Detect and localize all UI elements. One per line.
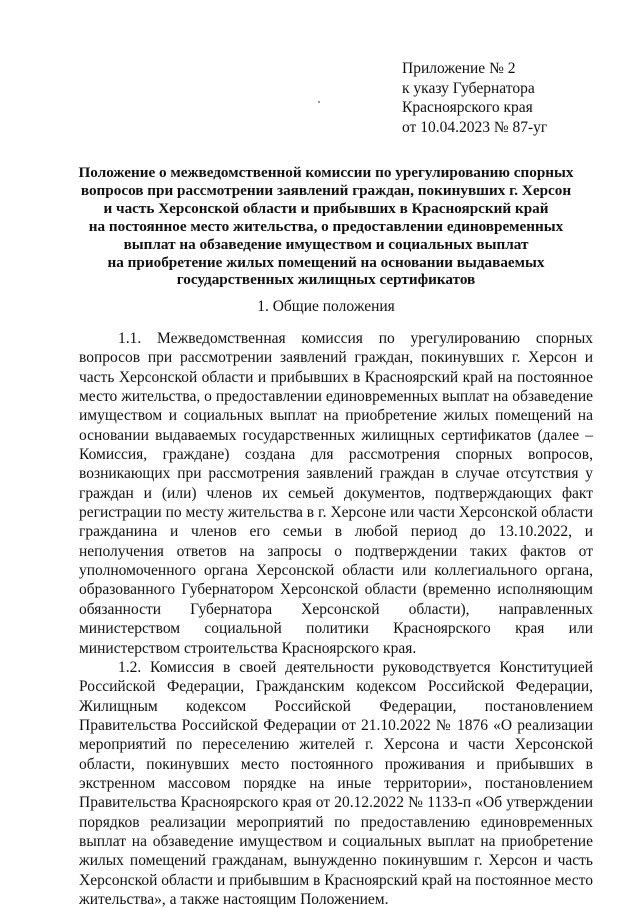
appendix-line-2: к указу Губернатора: [402, 79, 535, 97]
title-line-5: выплат на обзаведение имуществом и социальных выплат: [123, 235, 529, 253]
scan-speck: [318, 101, 320, 103]
title-line-1: Положение о межведомственной комиссии по урегулированию спорных: [78, 164, 574, 181]
appendix-line-1: Приложение № 2: [402, 60, 516, 77]
appendix-block: [402, 59, 547, 137]
title-line-2: вопросов при рассмотрении заявлений граждан, покинувших г. Херсон: [80, 181, 572, 199]
appendix-line-4: от 10.04.2023 № 87-уг: [402, 118, 548, 136]
title-line-4: на постоянное место жительства, о предоставлении единовременных: [88, 217, 564, 235]
paragraph-1-2: 1.2. Комиссия в своей деятельности руководствуется Конституцией Российской Федерации, Гражданским кодексом Российской Федерации, Жилищным кодексом Российской Федерации, постановлением Правительства Российской Федерации от 21.10.2022 № 1876 «О реализации мероприятий по переселению жителей г. Херсона и части Херсонской области, покинувших место постоянного проживания и прибывших в экстренном массовом порядке на иные территории», постановлением Правительства Красноярского края от 20.12.2022 № 1133-п «Об утверждении порядков реализации мероприятий по предоставлению единовременных выплат на обзаведение имуществом и социальных выплат на приобретение жилых помещений гражданам, вынужденно покинувшим г. Херсон и часть Херсонской области и прибывшим в Красноярский край на постоянное место жительства», а также настоящим Положением.: [79, 658, 593, 908]
paragraph-1-1: 1.1. Межведомственная комиссия по урегулированию спорных вопросов при рассмотрении заявлений граждан, покинувших г. Херсон и часть Херсонской области и прибывших в Красноярский край на постоянное место жительства, о предоставлении единовременных выплат на обзаведение имуществом и социальных выплат на приобретение жилых помещений на основании выдаваемых государственных жилищных сертификатов (далее – Комиссия, граждане) создана для рассмотрения спорных вопросов, возникающих при рассмотрения заявлений граждан в случае отсутствия у граждан и (или) членов их семьей документов, подтверждающих факт регистрации по месту жительства в г. Херсоне или части Херсонской области гражданина и членов его семьи в любой период до 13.10.2022, и неполучения ответов на запросы о подтверждении таких фактов от уполномоченного органа Херсонской области или коллегиального органа, образованного Губернатором Херсонской области (временно исполняющим обязанности Губернатора Херсонской области), направленных министерством социальной политики Красноярского края или министерством строительства Красноярского края.: [79, 330, 593, 657]
body-text: [79, 329, 593, 909]
appendix-line-3: Красноярского края: [402, 99, 533, 116]
title-line-6: на приобретение жилых помещений на основании выдаваемых: [107, 253, 545, 271]
section-heading: 1. Общие положения: [257, 298, 395, 315]
title-line-7: государственных жилищных сертификатов: [176, 271, 476, 289]
document-title: [70, 164, 582, 289]
title-line-3: и часть Херсонской области и прибывших в Красноярский край: [103, 199, 549, 217]
